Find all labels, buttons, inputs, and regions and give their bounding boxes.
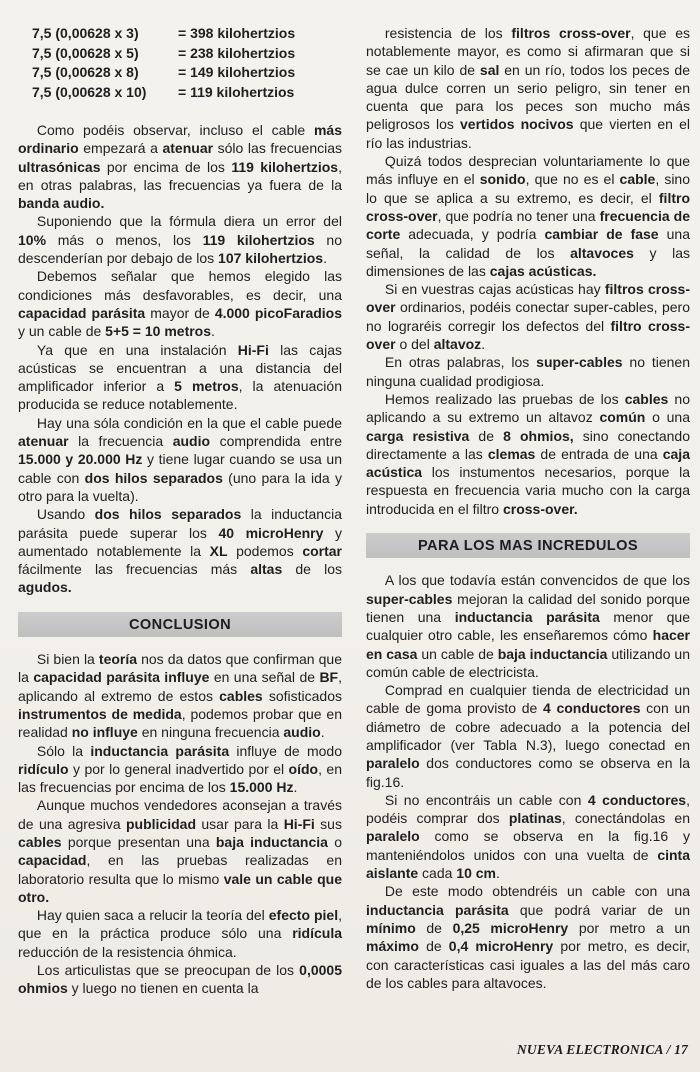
section-header-label: CONCLUSION bbox=[128, 616, 232, 633]
section-header-conclusion bbox=[18, 612, 342, 637]
paragraph: Suponiendo que la fórmula diera un error del 10% más o menos, los 119 kilohertzios no descenderían por debajo de los 107 kilohertzios. bbox=[18, 213, 342, 267]
paragraph: Usando dos hilos separados la inductancia parásita puede superar los 40 microHenry y aumentado notablemente la XL podemos cortar fácilmente las frecuencias más altas de los agudos. bbox=[18, 506, 343, 596]
paragraph: Si en vuestras cajas acústicas hay filtros cross-over ordinarios, podéis conectar super-cables, pero no lograréis corregir los defectos del filtro cross-over o del altavoz. bbox=[366, 281, 691, 353]
left-intro-paragraphs bbox=[18, 121, 342, 597]
right-top-paragraphs bbox=[366, 24, 690, 518]
paragraph: Hay quien saca a relucir la teoría del efecto piel, que en la práctica produce sólo una ridícula reducción de la resistencia óhmica. bbox=[18, 907, 342, 960]
formula-block bbox=[32, 24, 342, 102]
paragraph: Quizá todos desprecian voluntariamente lo que más influye en el sonido, que no es el cable, sino lo que se aplica a su extremo, es decir, el filtro cross-over, que podría no tener una frecuencia de corte adecuada, y podría cambiar de fase una señal, la calidad de los altavoces y las dimensiones de las cajas acústicas. bbox=[366, 153, 691, 279]
paragraph: Los articulistas que se preocupan de los 0,0005 ohmios y luego no tienen en cuenta la bbox=[18, 962, 342, 997]
paragraph: Hay una sóla condición en la que el cable puede atenuar la frecuencia audio comprendida entre 15.000 y 20.000 Hz y tiene lugar cuando se usa un cable con dos hilos separados (uno para la ida y otro para la vuelta). bbox=[18, 414, 342, 504]
paragraph: resistencia de los filtros cross-over, que es notablemente mayor, es como si afirmaran que si se cae un kilo de sal en un río, todos los peces de agua dulce corren un serio peligro, sin tener en cuenta que para los peces son mucho más peligrosos los vertidos nocivos que vierten en el río las industrias. bbox=[366, 25, 690, 151]
paragraph: A los que todavía están convencidos de que los super-cables mejoran la calidad del sonido porque tienen una inductancia parásita menor que cualquier otro cable, les enseñaremos cómo hacer en casa un cable de baja inductancia utilizando un común cable de electricista. bbox=[366, 572, 690, 680]
paragraph: De este modo obtendréis un cable con una inductancia parásita que podrá variar de un mínimo de 0,25 microHenry por metro a un máximo de 0,4 microHenry por metro, es decir, con características casi iguales a las del más caro de los cables para altavoces. bbox=[366, 883, 690, 991]
right-column bbox=[366, 24, 690, 998]
formula-line: 7,5 (0,00628 x 3) = 398 kilohertzios bbox=[32, 25, 296, 41]
paragraph: Sólo la inductancia parásita influye de modo ridículo y por lo general inadvertido por el oído, en las frecuencias por encima de los 15.000 Hz. bbox=[18, 742, 342, 796]
paragraph: Si bien la teoría nos da datos que confirman que la capacidad parásita influye en una señal de BF, aplicando al extremo de estos cables sofisticados instrumentos de medida, podemos probar que en realidad no influye en ninguna frecuencia audio. bbox=[18, 651, 342, 741]
formula-line: 7,5 (0,00628 x 5) = 238 kilohertzios bbox=[32, 44, 296, 61]
paragraph: Si no encontráis un cable con 4 conductores, podéis comprar dos platinas, conectándolas en paralelo como se observa en la fig.16 y manteniéndolos unidos con una vuelta de cinta aislante cada 10 cm. bbox=[366, 791, 690, 882]
paragraph: Hemos realizado las pruebas de los cables no aplicando a su extremo un altavoz común o una carga resistiva de 8 ohmios, sino conectando directamente a las clemas de entrada de una caja acústica los instumentos necesarios, porque la respuesta en frecuencia varia mucho con la carga introducida en el filtro cross-over. bbox=[366, 390, 690, 517]
paragraph: Ya que en una instalación Hi-Fi las cajas acústicas se encuentran a una distancia del amplificador inferior a 5 metros, la atenuación producida se reduce notablemente. bbox=[18, 341, 342, 413]
paragraph: En otras palabras, los super-cables no tienen ninguna cualidad prodigiosa. bbox=[366, 354, 691, 389]
left-column bbox=[18, 24, 342, 998]
paragraph: Comprad en cualquier tienda de electricidad un cable de goma provisto de 4 conductores con un diámetro de cobre adecuado a la potencia del amplificador (ver Tabla N.3), luego conectad en paralelo dos conductores como se observa en la fig.16. bbox=[366, 682, 690, 790]
paragraph: Aunque muchos vendedores aconsejan a través de una agresiva publicidad usar para la Hi-Fi sus cables porque presentan una baja inductancia o capacidad, en las pruebas realizadas en laboratorio resulta que lo mismo vale un cable que otro. bbox=[18, 797, 343, 905]
page-footer: NUEVA ELECTRONICA / 17 bbox=[516, 1042, 688, 1057]
section-header-label: PARA LOS MAS INCREDULOS bbox=[417, 538, 638, 555]
formula-line: 7,5 (0,00628 x 10) = 119 kilohertzios bbox=[32, 83, 295, 100]
paragraph: Como podéis observar, incluso el cable más ordinario empezará a atenuar sólo las frecuencias ultrasónicas por encima de los 119 kilohertzios, en otras palabras, las frecuencias ya fuera de la banda audio. bbox=[18, 122, 342, 212]
section-header-incredulos bbox=[366, 533, 690, 558]
right-incredulous-paragraphs bbox=[366, 571, 690, 992]
paragraph: Debemos señalar que hemos elegido las condiciones más desfavorables, es decir, una capacidad parásita mayor de 4.000 picoFaradios y un cable de 5+5 = 10 metros. bbox=[18, 268, 343, 340]
left-conclusion-paragraphs bbox=[18, 650, 342, 998]
formula-line: 7,5 (0,00628 x 8) = 149 kilohertzios bbox=[32, 64, 296, 80]
